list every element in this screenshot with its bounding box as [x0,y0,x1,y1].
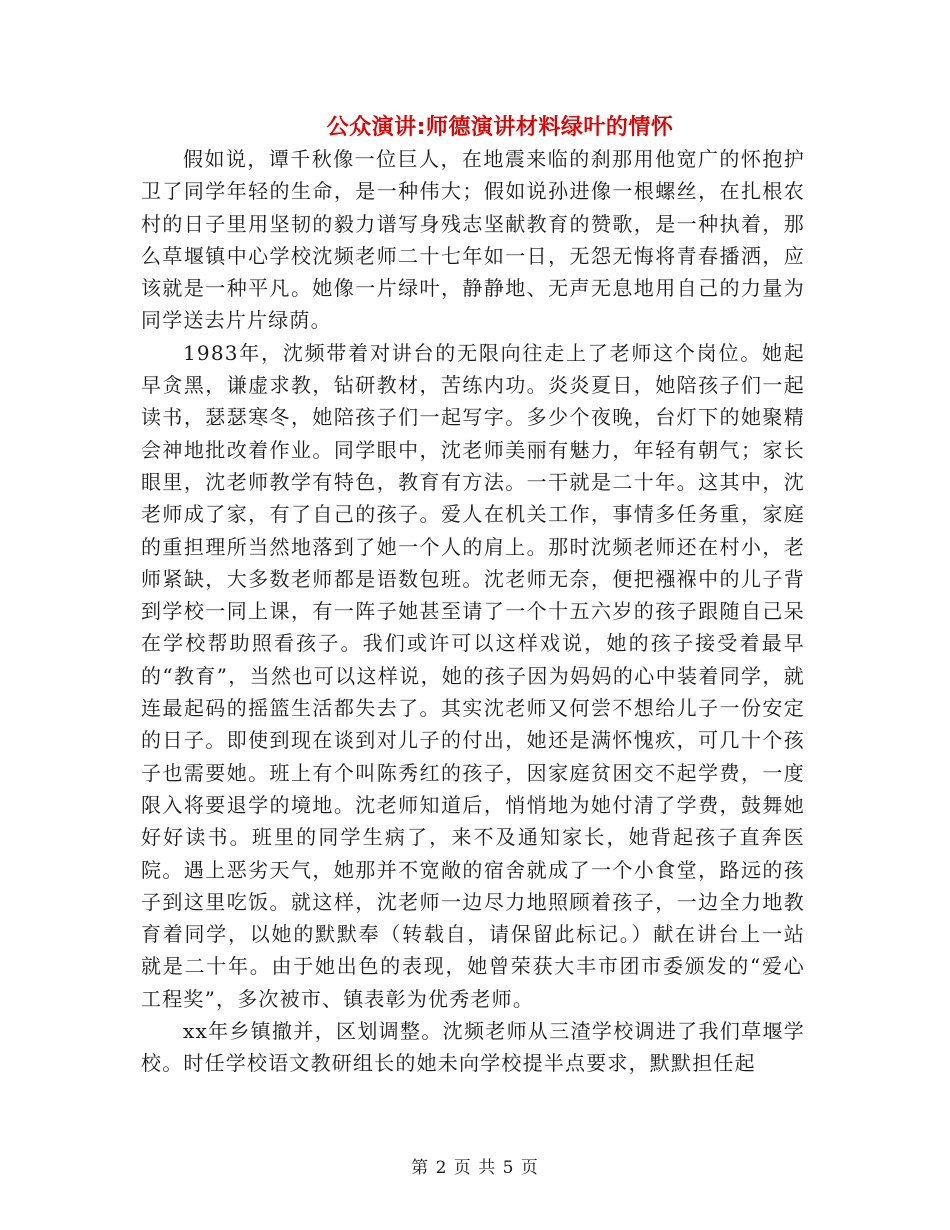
page-number-footer: 第 2 页 共 5 页 [411,1158,539,1178]
document-body [141,143,805,1080]
document-title: 公众演讲:师德演讲材料绿叶的情怀 [326,115,674,140]
paragraph: xx年乡镇撤并，区划调整。沈频老师从三渣学校调进了我们草堰学校。时任学校语文教研组长的她未向学校提半点要求，默默担任起 [141,1019,805,1076]
paragraph: 1983年，沈频带着对讲台的无限向往走上了老师这个岗位。她起早贪黑，谦虚求教，钻研教材，苦练内功。炎炎夏日，她陪孩子们一起读书，瑟瑟寒冬，她陪孩子们一起写字。多少个夜晚，台灯下的她聚精会神地批改着作业。同学眼中，沈老师美丽有魅力，年轻有朝气；家长眼里，沈老师教学有特色，教育有方法。一干就是二十年。这其中，沈老师成了家，有了自己的孩子。爱人在机关工作，事情多任务重，家庭的重担理所当然地落到了她一个人的肩上。那时沈频老师还在村小，老师紧缺，大多数老师都是语数包班。沈老师无奈，便把襁褓中的儿子背到学校一同上课，有一阵子她甚至请了一个十五六岁的孩子跟随自己呆在学校帮助照看孩子。我们或许可以这样戏说，她的孩子接受着最早的“教育”，当然也可以这样说，她的孩子因为妈妈的心中装着同学，就连最起码的摇篮生活都失去了。其实沈老师又何尝不想给儿子一份安定的日子。即使到现在谈到对儿子的付出，她还是满怀愧疚，可几十个孩子也需要她。班上有个叫陈秀红的孩子，因家庭贫困交不起学费，一度限入将要退学的境地。沈老师知道后，悄悄地为她付清了学费，鼓舞她好好读书。班里的同学生病了，来不及通知家长，她背起孩子直奔医院。遇上恶劣天气，她那并不宽敞的宿舍就成了一个小食堂，路远的孩子到这里吃饭。就这样，沈老师一边尽力地照顾着孩子，一边全力地教育着同学，以她的默默奉（转载自，请保留此标记。）献在讲台上一站就是二十年。由于她出色的表现，她曾荣获大丰市团市委颁发的“爱心工程奖”，多次被市、镇表彰为优秀老师。 [141,340,805,1011]
paragraph: 假如说，谭千秋像一位巨人，在地震来临的刹那用他宽广的怀抱护卫了同学年轻的生命，是一种伟大；假如说孙进像一根螺丝，在扎根农村的日子里用坚韧的毅力谱写身残志坚献教育的赞歌，是一种执着，那么草堰镇中心学校沈频老师二十七年如一日，无怨无悔将青春播洒，应该就是一种平凡。她像一片绿叶，静静地、无声无息地用自己的力量为同学送去片片绿荫。 [141,147,805,333]
